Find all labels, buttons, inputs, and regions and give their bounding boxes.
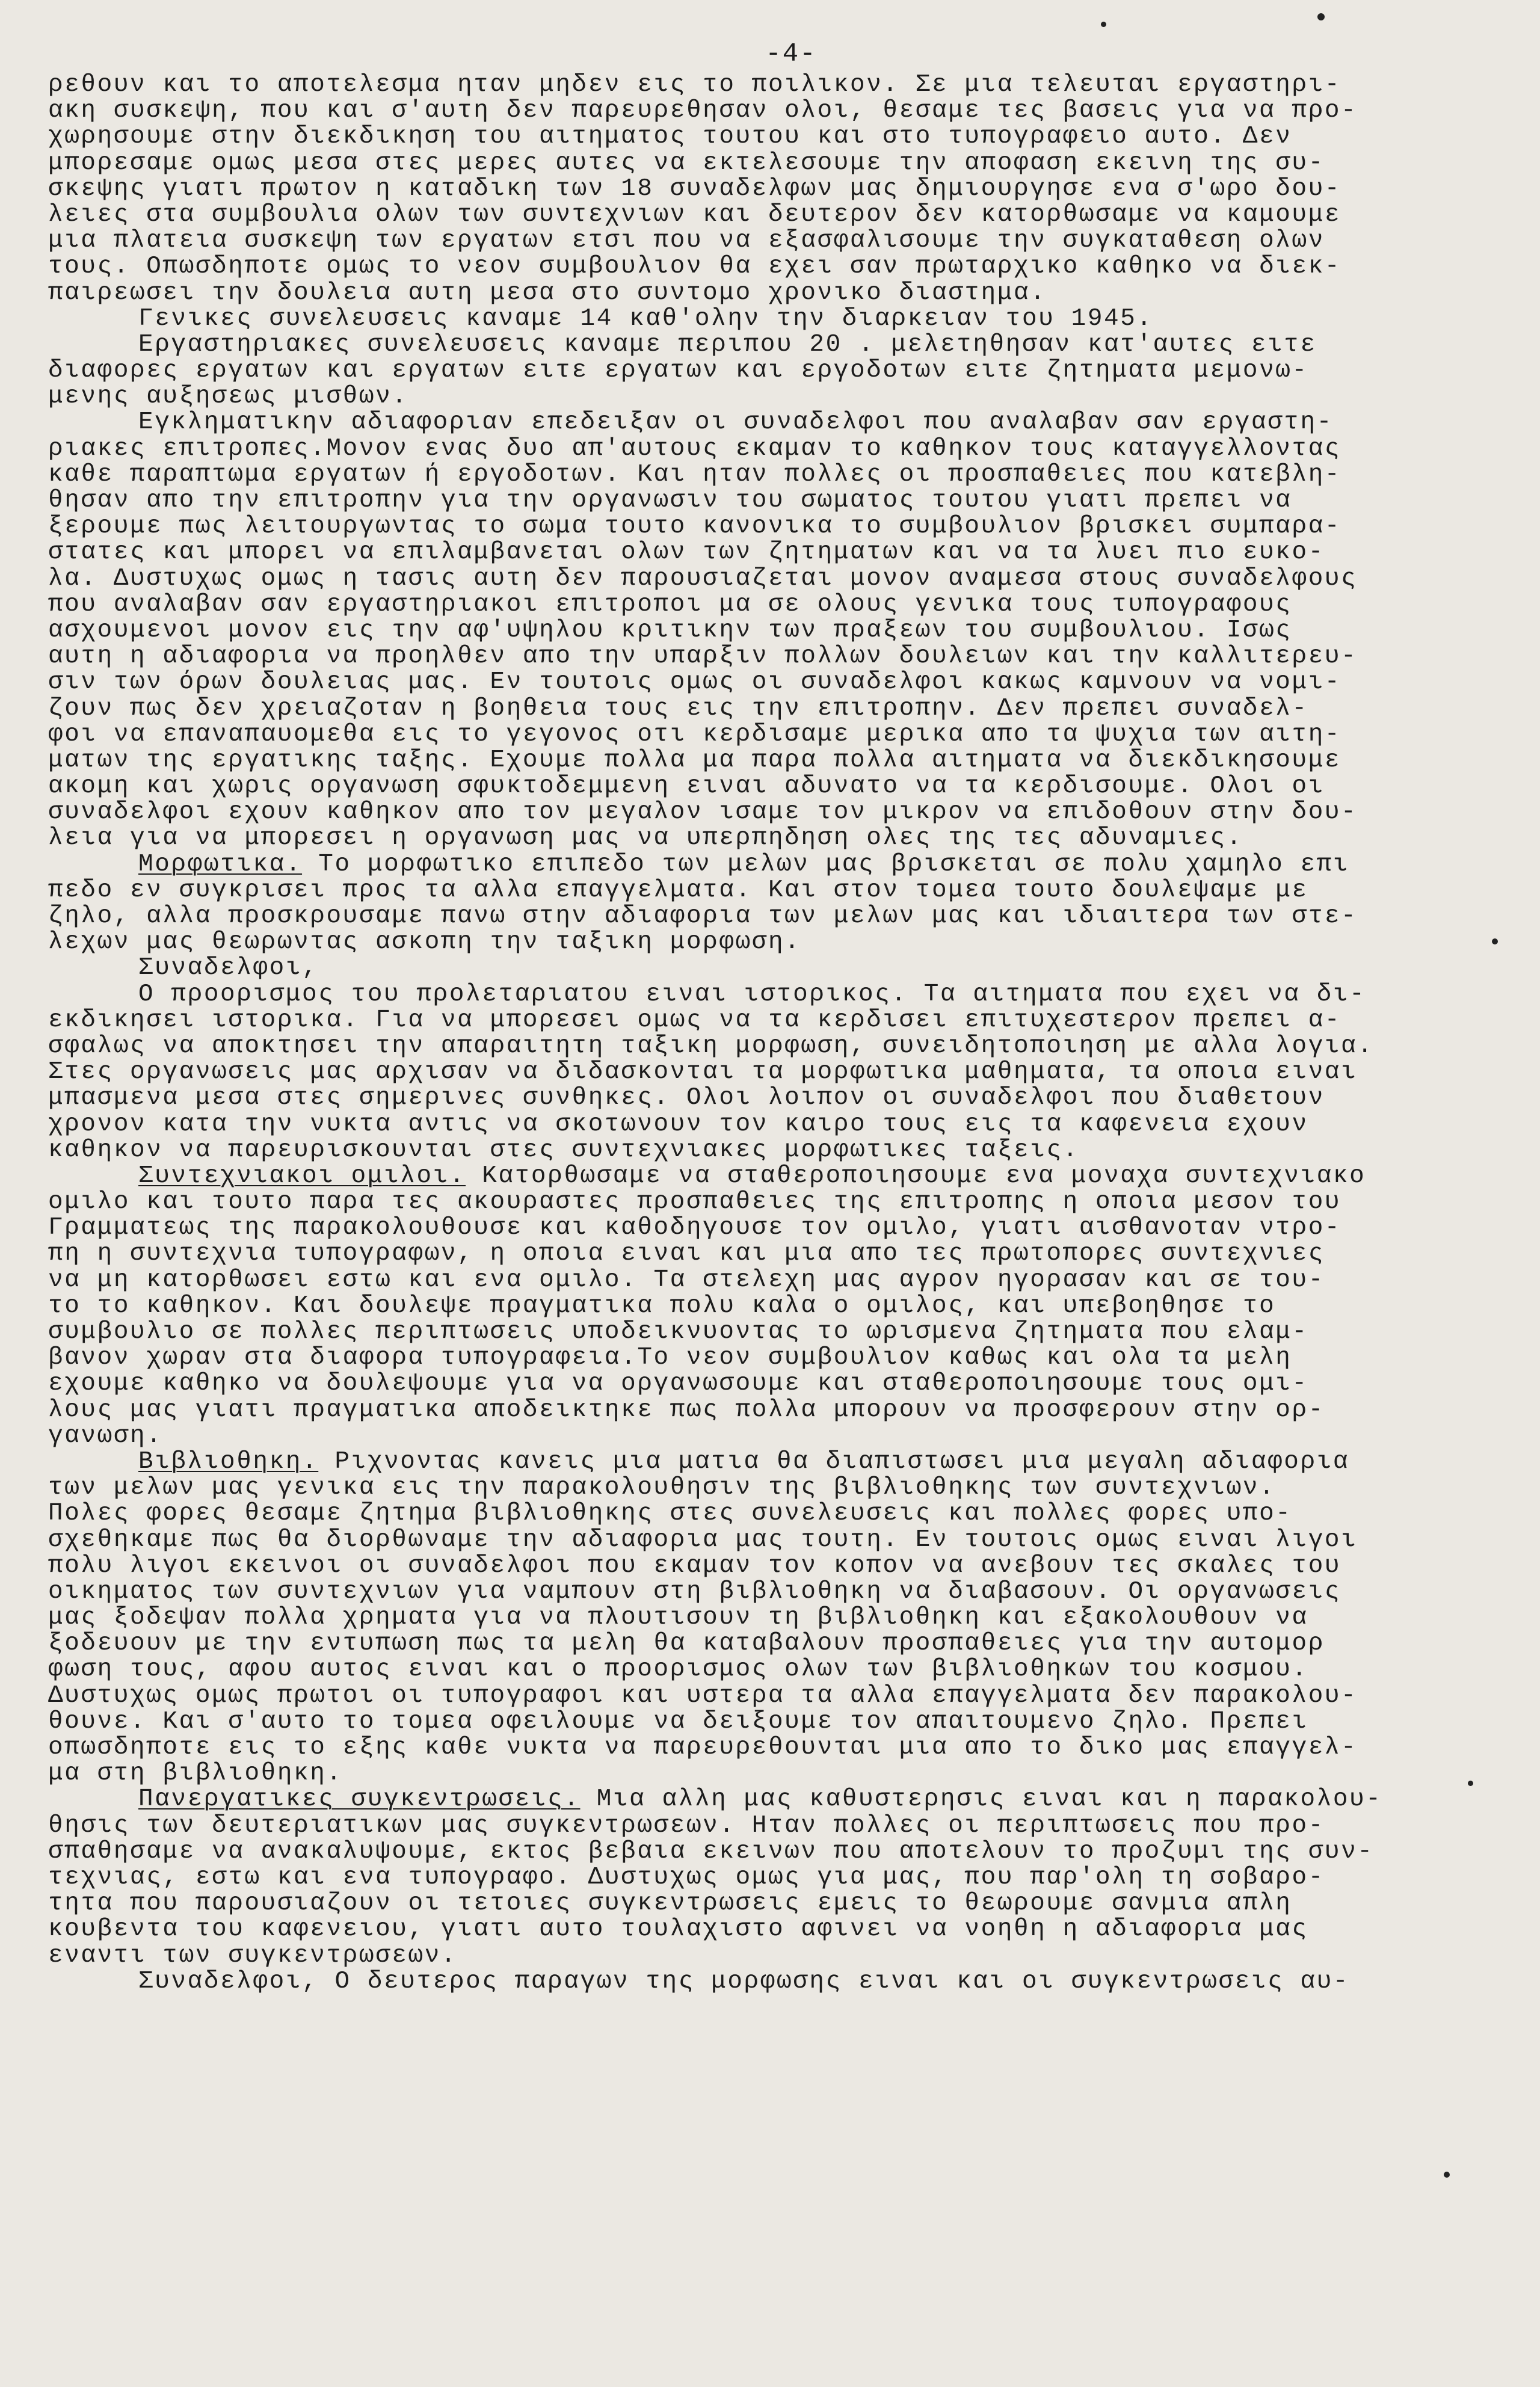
text-line: πεδο εν συγκρισει προς τα αλλα επαγγελματα. Και στον τομεα τουτο δουλεψαμε με (48, 876, 1308, 904)
text-line: ακη συσκεψη, που και σ'αυτη δεν παρευρεθησαν ολοι, θεσαμε τες βασεις για να προ- (48, 97, 1358, 125)
text-line: σπαθησαμε να ανακαλυψουμε, εκτος βεβαια εκεινων που αποτελουν το προζυμι της συν- (48, 1837, 1374, 1865)
text-line: εκδικησει ιστορικα. Για να μπορεσει ομως να τα κερδισει επιτυχεστερον πρεπει α- (48, 1006, 1341, 1034)
text-line: Ο προορισμος του προλεταριατου ειναι ιστορικος. Τα αιτηματα που εχει να δι- (138, 980, 1366, 1008)
text-line: ομιλο και τουτο παρα τες ακουραστες προσπαθειες της επιτροπης η οποια μεσον του (48, 1188, 1341, 1216)
text-line: ξερουμε πως λειτουργωντας το σωμα τουτο κανονικα το συμβουλιον βρισκει συμπαρα- (48, 513, 1341, 541)
page-number: -4- (765, 39, 817, 69)
text-line: σιν των όρων δουλειας μας. Εν τουτοις ομως οι συναδελφοι κακως καμνουν να νομι- (48, 668, 1341, 697)
text-line: μας ξοδεψαν πολλα χρηματα για να πλουτισουν τη βιβλιοθηκη και εξακολουθουν να (48, 1604, 1308, 1632)
text-line: οπωσδηποτε εις το εξης καθε νυκτα να παρευρεθουνται μια απο το δικο μας επαγγελ- (48, 1734, 1358, 1761)
text-line: Δυστυχως ομως πρωτοι οι τυπογραφοι και υστερα τα αλλα επαγγελματα δεν παρακολου- (48, 1681, 1358, 1710)
text-line: θησις των δευτεριατικων μας συγκεντρωσεων. Ηταν πολλες οι περιπτωσεις που προ- (48, 1811, 1325, 1840)
text-line: σκεψης γιατι πρωτον η καταδικη των 18 συναδελφων μας δημιουργησε ενα σ'ωρο δου- (48, 174, 1341, 203)
text-line: το το καθηκον. Και δουλεψε πραγματικα πολυ καλα ο ομιλος, και υπεβοηθησε το (48, 1292, 1276, 1320)
text-line: λους μας γιατι πραγματικα αποδεικτηκε πως πολλα μπορουν να προσφερουν στην ορ- (48, 1396, 1325, 1424)
text-line: φωση τους, αφου αυτος ειναι και ο προορισμος ολων των βιβλιοθηκων του κοσμου. (48, 1656, 1308, 1684)
text-line: που αναλαβαν σαν εργαστηριακοι επιτροποι μα σε ολους γενικα τους τυπογραφους (48, 590, 1292, 618)
text-line: στατες και μπορει να επιλαμβανεται ολων των ζητηματων και να τα λυει πιο ευκο- (48, 538, 1325, 567)
text-line: φοι να επαναπαυομεθα εις το γεγονος οτι κερδισαμε μερικα απο τα ψυχια των αιτη- (48, 720, 1341, 748)
text-line: εχουμε καθηκο να δουλεψουμε για να οργανωσουμε και σταθεροποιησουμε τους ομι- (48, 1370, 1308, 1398)
text-line: ζηλο, αλλα προσκρουσαμε πανω στην αδιαφορια των μελων μας και ιδιαιτερα των στε- (48, 902, 1358, 930)
text-line: Γραμματεως της παρακολουθουσε και καθοδηγουσε τον ομιλο, γιατι αισθανοταν ντρο- (48, 1214, 1341, 1242)
text-line: Συναδελφοι, (138, 954, 319, 982)
text-line: Συντεχνιακοι ομιλοι. Κατορθωσαμε να σταθεροποιησουμε ενα μοναχα συντεχνιακο (138, 1162, 1366, 1190)
text-line: ριακες επιτροπες.Μονον ενας δυο απ'αυτους εκαμαν το καθηκον τους καταγγελλοντας (48, 434, 1341, 463)
text-line: κουβεντα του καφενειου, γιατι αυτο τουλαχιστο αφινει να νοηθη η αδιαφορια μας (48, 1915, 1308, 1944)
text-line: χωρησουμε στην διεκδικηση του αιτηματος τουτου και στο τυπογραφειο αυτο. Δεν (48, 123, 1292, 151)
text-line: Στες οργανωσεις μας αρχισαν να διδασκονται τα μορφωτικα μαθηματα, τα οποια ειναι (48, 1058, 1358, 1086)
text-line: γανωση. (48, 1421, 163, 1450)
ink-speck (1317, 13, 1325, 20)
text-line: Εργαστηριακες συνελευσεις καναμε περιπου 20 . μελετηθησαν κατ'αυτες ειτε (138, 330, 1317, 359)
ink-speck (1492, 938, 1498, 944)
text-line: διαφορες εργατων και εργατων ειτε εργατων και εργοδοτων ειτε ζητηματα μεμονω- (48, 357, 1308, 385)
text-line: μια πλατεια συσκεψη των εργατων ετσι που να εξασφαλισουμε την συγκαταθεση ολων (48, 227, 1325, 255)
text-line: Συναδελφοι, Ο δευτερος παραγων της μορφωσης ειναι και οι συγκεντρωσεις αυ- (138, 1967, 1350, 1995)
text-line: Εγκληματικην αδιαφοριαν επεδειξαν οι συναδελφοι που αναλαβαν σαν εργαστη- (138, 408, 1333, 437)
text-line: Μορφωτικα. Το μορφωτικο επιπεδο των μελων μας βρισκεται σε πολυ χαμηλο επι (138, 850, 1350, 878)
text-line: Πανεργατικες συγκεντρωσεις. Μια αλλη μας καθυστερησις ειναι και η παρακολου- (138, 1785, 1382, 1814)
section-heading-rallies: Πανεργατικες συγκεντρωσεις. (138, 1785, 581, 1814)
section-heading-guild-groups: Συντεχνιακοι ομιλοι. (138, 1162, 466, 1190)
ink-speck (1101, 22, 1106, 27)
text-line: Πολες φορες θεσαμε ζητημα βιβλιοθηκης στες συνελευσεις και πολλες φορες υπο- (48, 1500, 1292, 1528)
text-line: Βιβλιοθηκη. Ριχνοντας κανεις μια ματια θα διαπιστωσει μια μεγαλη αδιαφορια (138, 1447, 1350, 1476)
text-line: μενης αυξησεως μισθων. (48, 383, 408, 411)
text-line: τους. Οπωσδηποτε ομως το νεον συμβουλιον θα εχει σαν πρωταρχικο καθηκο να διεκ- (48, 253, 1341, 281)
text-line: Γενικες συνελευσεις καναμε 14 καθ'ολην την διαρκειαν του 1945. (138, 304, 1153, 333)
section-heading-education: Μορφωτικα. (138, 850, 303, 878)
text-line: θησαν απο την επιτροπην για την οργανωσιν του σωματος τουτου γιατι πρεπει να (48, 487, 1292, 514)
text-line: βανον χωραν στα διαφορα τυπογραφεια.Το νεον συμβουλιον καθως και ολα τα μελη (48, 1344, 1292, 1372)
text-line: να μη κατορθωσει εστω και ενα ομιλο. Τα στελεχη μας αγρον ηγορασαν και σε του- (48, 1266, 1325, 1294)
text-line: ζουν πως δεν χρειαζοταν η βοηθεια τους εις την επιτροπην. Δεν πρεπει συναδελ- (48, 694, 1308, 722)
text-line: σχεθηκαμε πως θα διορθωναμε την αδιαφορια μας τουτη. Εν τουτοις ομως ειναι λιγοι (48, 1526, 1358, 1554)
text-line: πη η συντεχνια τυπογραφων, η οποια ειναι και μια απο τες πρωτοπορες συντεχνιες (48, 1240, 1325, 1268)
text-line: μα στη βιβλιοθηκη. (48, 1760, 343, 1788)
text-line: λα. Δυστυχως ομως η τασις αυτη δεν παρουσιαζεται μονον αναμεσα στους συναδελφους (48, 564, 1358, 593)
ink-speck (1468, 1781, 1473, 1786)
text-line: λεια για να μπορεσει η οργανωση μας να υπερπηδηση ολες της τες αδυναμιες. (48, 824, 1243, 852)
text-line: συναδελφοι εχουν καθηκον απο τον μεγαλον ισαμε τον μικρον να επιδοθουν στην δου- (48, 798, 1358, 827)
text-line: σφαλως να αποκτησει την απαραιτητη ταξικη μορφωση, συνειδητοποιηση με αλλα λογια. (48, 1032, 1374, 1060)
text-line: των μελων μας γενικα εις την παρακολουθησιν της βιβλιοθηκης των συντεχνιων. (48, 1474, 1276, 1502)
text-line: καθηκον να παρευρισκουνται στες συντεχνιακες μορφωτικες ταξεις. (48, 1136, 1079, 1164)
body-text (48, 72, 1498, 1995)
text-line: συμβουλιο σε πολλες περιπτωσεις υποδεικνυοντας το ωρισμενα ζητηματα που ελαμ- (48, 1318, 1308, 1346)
text-line: λειες στα συμβουλια ολων των συντεχνιων και δευτερον δεν κατορθωσαμε να καμουμε (48, 200, 1341, 229)
ink-speck (1444, 2172, 1450, 2178)
text-line: τητα που παρουσιαζουν οι τετοιες συγκεντρωσεις εμεις το θεωρουμε σανμια απλη (48, 1890, 1292, 1918)
text-line: πολυ λιγοι εκεινοι οι συναδελφοι που εκαμαν τον κοπον να ανεβουν τες σκαλες του (48, 1551, 1341, 1580)
text-line: ρεθουν και το αποτελεσμα ηταν μηδεν εις το ποιλικον. Σε μια τελευται εργαστηρι- (48, 71, 1341, 99)
text-line: ματων της εργατικης ταξης. Εχουμε πολλα μα παρα πολλα αιτηματα να διεκδικησουμε (48, 746, 1341, 774)
section-heading-library: Βιβλιοθηκη. (138, 1447, 319, 1476)
text-line: οικηματος των συντεχνιων για ναμπουν στη βιβλιοθηκη να διαβασουν. Οι οργανωσεις (48, 1577, 1341, 1606)
text-line: τεχνιας, εστω και ενα τυπογραφο. Δυστυχως ομως για μας, που παρ'ολη τη σοβαρο- (48, 1863, 1325, 1891)
text-line: καθε παραπτωμα εργατων ή εργοδοτων. Και ηταν πολλες οι προσπαθειες που κατεβλη- (48, 460, 1341, 488)
text-line: ακομη και χωρις οργανωση σφυκτοδεμμενη ειναι αδυνατο να τα κερδισουμε. Ολοι οι (48, 772, 1325, 801)
text-line: ασχουμενοι μονον εις την αφ'υψηλου κριτικην των πραξεων του συμβουλιου. Ισως (48, 616, 1292, 644)
text-line: ξοδευουν με την εντυπωση πως τα μελη θα καταβαλουν προσπαθειες για την αυτομορ (48, 1630, 1325, 1658)
text-line: χρονον κατα την νυκτα αντις να σκοτωνουν τον καιρο τους εις τα καφενεια εχουν (48, 1110, 1308, 1138)
text-line: παιρεωσει την δουλεια αυτη μεσα στο συντομο χρονικο διαστημα. (48, 279, 1047, 307)
text-line: λεχων μας θεωρωντας ασκοπη την ταξικη μορφωση. (48, 928, 801, 956)
text-line: εναντι των συγκεντρωσεων. (48, 1941, 458, 1970)
text-line: αυτη η αδιαφορια να προηλθεν απο την υπαρξιν πολλων δουλειων και την καλλιτερευ- (48, 642, 1358, 671)
text-line: μπορεσαμε ομως μεσα στες μερες αυτες να εκτελεσουμε την αποφαση εκεινη της συ- (48, 149, 1325, 177)
text-line: μπασμενα μεσα στες σημερινες συνθηκες. Ολοι λοιπον οι συναδελφοι που διαθετουν (48, 1084, 1325, 1112)
text-line: θουνε. Και σ'αυτο το τομεα οφειλουμε να δειξουμε τον απαιτουμενο ζηλο. Πρεπει (48, 1707, 1308, 1736)
